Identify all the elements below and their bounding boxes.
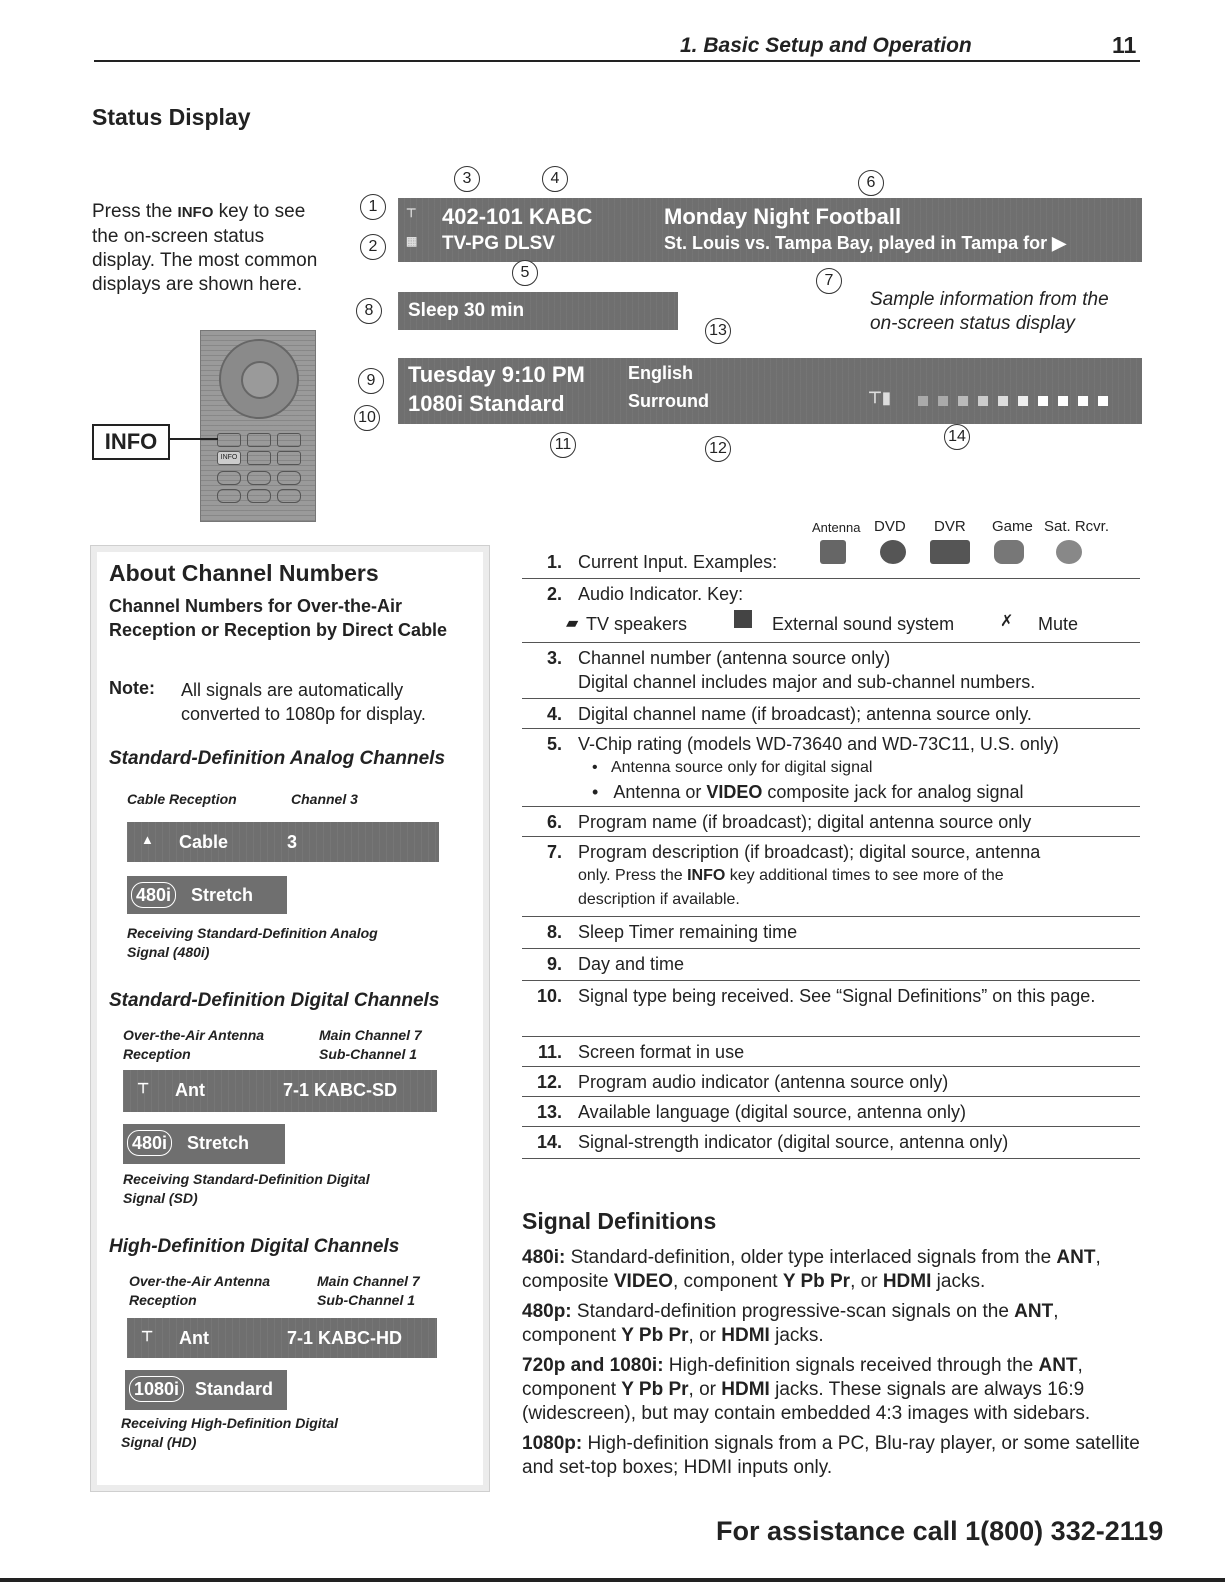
def-text: jacks. These signals are always 16:9 (widescreen), but may contain embedded 4:3 images with sidebars.	[522, 1379, 1091, 1424]
header-rule	[94, 60, 1140, 62]
def-text: , component	[522, 1355, 1083, 1400]
item-number: 6.	[546, 812, 562, 832]
list-item	[522, 1130, 1140, 1159]
osd-rating: TV-PG DLSV	[442, 233, 555, 254]
item-bullet-2: • Antenna or VIDEO composite jack for analog signal	[592, 782, 1024, 802]
item-number: 7.	[546, 842, 562, 862]
def-jack: HDMI	[721, 1379, 770, 1400]
cable-icon: ▲	[141, 832, 154, 847]
callout-9: 9	[358, 368, 384, 394]
intro-before: Press the	[92, 201, 178, 222]
signal-strength-meter	[918, 394, 1118, 408]
signal-def-1080p	[522, 1432, 1142, 1480]
osd-day-time: Tuesday 9:10 PM	[408, 362, 585, 387]
def-text: , component	[673, 1271, 783, 1292]
item-bullet-1: • Antenna source only for digital signal	[592, 759, 873, 776]
sd-digital-heading: Standard-Definition Digital Channels	[109, 990, 440, 1011]
sd-status-bar	[123, 1124, 285, 1164]
about-channel-numbers-box	[90, 545, 490, 1492]
box-title: About Channel Numbers	[109, 560, 379, 586]
remote-button	[247, 489, 271, 503]
list-item	[522, 952, 1140, 981]
list-item	[522, 984, 1140, 1037]
def-key: 480p:	[522, 1301, 572, 1322]
mute-icon: ✗	[1000, 613, 1014, 630]
item-text: Program description (if broadcast); digital source, antenna	[578, 842, 1041, 862]
list-item	[522, 702, 1140, 729]
info-key-leader-line	[168, 438, 218, 440]
item-number: 11.	[537, 1042, 562, 1062]
list-item	[522, 810, 1140, 837]
list-item	[522, 732, 1140, 807]
def-key: 720p and 1080i:	[522, 1355, 664, 1376]
note-label: Note:	[109, 678, 155, 698]
analog-mode: Stretch	[191, 885, 254, 905]
source-dvd-label: DVD	[874, 518, 906, 535]
signal-segment	[1018, 396, 1028, 406]
callout-4: 4	[542, 166, 568, 192]
remote-button	[247, 433, 271, 447]
note-text: All signals are automatically converted to 1080p for display.	[181, 680, 426, 724]
remote-dpad-center	[241, 361, 279, 399]
analog-bar-channel: 3	[287, 832, 298, 852]
item-text: V-Chip rating (models WD-73640 and WD-73C11, U.S. only)	[578, 734, 1059, 754]
source-dvr-label: DVR	[934, 518, 966, 535]
def-text: , or	[688, 1379, 722, 1400]
sd-label-right: Main Channel 7 Sub-Channel 1	[319, 1027, 422, 1062]
antenna-signal-icon: ⊤▮	[868, 390, 891, 407]
def-text: Standard-definition progressive-scan signals on the	[571, 1301, 1015, 1322]
remote-dpad	[219, 339, 299, 419]
source-game-label: Game	[992, 518, 1033, 535]
sd-mode: Stretch	[187, 1133, 250, 1153]
item-number: 12.	[536, 1072, 562, 1092]
mute-label: Mute	[1038, 614, 1079, 634]
callout-10: 10	[354, 405, 380, 431]
analog-label-right: Channel 3	[291, 791, 358, 807]
signal-segment	[1038, 396, 1048, 406]
analog-heading: Standard-Definition Analog Channels	[109, 748, 446, 769]
intro-key: INFO	[177, 204, 214, 221]
list-item	[522, 920, 1140, 949]
def-text: High-definition signals received through the	[663, 1355, 1039, 1376]
signal-def-480i	[522, 1246, 1142, 1294]
def-text: , composite	[522, 1247, 1101, 1292]
remote-control-illustration	[200, 330, 316, 522]
hd-mode: Standard	[195, 1379, 274, 1399]
item-text: Signal-strength indicator (digital source, antenna only)	[578, 1132, 1009, 1152]
signal-segment	[998, 396, 1008, 406]
remote-button	[247, 451, 271, 465]
signal-segment	[1058, 396, 1068, 406]
item-text: Audio Indicator. Key:	[578, 584, 744, 604]
list-item	[522, 646, 1140, 699]
antenna-icon: ⊤	[141, 1328, 154, 1344]
analog-status-bar	[127, 876, 287, 914]
footer-assistance: For assistance call 1(800) 332-2119	[716, 1516, 1164, 1546]
def-text: jacks.	[769, 1325, 824, 1346]
hd-res: 1080i	[129, 1376, 184, 1402]
item-text-part: key additional times to see more of the	[725, 867, 1004, 884]
item-number: 1.	[546, 552, 562, 572]
remote-button	[217, 489, 241, 503]
def-text: High-definition signals from a PC, Blu-ray player, or some satellite and set-top boxes; HDMI inputs only.	[522, 1433, 1140, 1478]
osd-audio: Surround	[628, 391, 709, 411]
signal-definitions-title: Signal Definitions	[522, 1208, 717, 1234]
item-text: Program audio indicator (antenna source only)	[578, 1072, 949, 1092]
callout-12: 12	[705, 436, 731, 462]
tv-speakers-label: TV speakers	[586, 614, 688, 634]
item-number: 4.	[546, 704, 562, 724]
external-sound-label: External sound system	[772, 614, 955, 634]
sd-bar	[123, 1070, 437, 1112]
item-text: Digital channel name (if broadcast); antenna source only.	[578, 704, 1032, 724]
item-text-part: only. Press the	[578, 867, 688, 884]
callout-5: 5	[512, 260, 538, 286]
item-text-2: Digital channel includes major and sub-channel numbers.	[578, 672, 1036, 692]
def-text: , or	[850, 1271, 883, 1292]
tv-speakers-icon: ▰	[566, 615, 579, 632]
def-jack: ANT	[1014, 1301, 1054, 1322]
hd-bar-source: Ant	[179, 1328, 209, 1348]
remote-button	[277, 433, 301, 447]
bullet-text: Antenna or	[613, 782, 707, 802]
def-text: , component	[522, 1301, 1059, 1346]
source-satrcvr-label: Sat. Rcvr.	[1044, 518, 1110, 535]
list-item	[522, 1040, 1140, 1067]
item-number: 8.	[546, 922, 562, 942]
analog-label-left: Cable Reception	[127, 791, 237, 807]
sd-bar-channel: 7-1 KABC-SD	[283, 1080, 398, 1100]
callout-1: 1	[360, 194, 386, 220]
section-title: Status Display	[92, 104, 251, 130]
sd-res: 480i	[127, 1130, 172, 1156]
osd-program: Monday Night Football	[664, 204, 902, 229]
signal-segment	[958, 396, 968, 406]
osd-bottom-banner	[398, 358, 1142, 424]
osd-description: St. Louis vs. Tampa Bay, played in Tampa for ▶	[664, 233, 1066, 253]
item-number: 9.	[546, 954, 562, 974]
hd-bar	[127, 1318, 437, 1358]
hd-label-left: Over-the-Air Antenna Reception	[129, 1273, 271, 1308]
item-text-3: description if available.	[578, 891, 740, 908]
item-number: 13.	[536, 1102, 562, 1122]
callout-14: 14	[944, 424, 970, 450]
def-jack: Y Pb Pr	[782, 1271, 851, 1292]
item-number: 2.	[546, 584, 562, 604]
analog-caption: Receiving Standard-Definition Analog Signal (480i)	[127, 925, 378, 960]
signal-segment	[1098, 396, 1108, 406]
bullet-text: Antenna source only for digital signal	[610, 759, 873, 776]
sd-label-left: Over-the-Air Antenna Reception	[123, 1027, 265, 1062]
remote-button	[217, 471, 241, 485]
def-jack: HDMI	[882, 1271, 932, 1292]
remote-button	[247, 471, 271, 485]
list-item	[522, 1070, 1140, 1097]
external-sound-icon	[734, 610, 752, 628]
analog-bar	[127, 822, 439, 862]
hd-bar-channel: 7-1 KABC-HD	[287, 1328, 403, 1348]
item-text: Channel number (antenna source only)	[578, 648, 891, 668]
item-text: Available language (digital source, antenna only)	[578, 1102, 966, 1122]
def-text: jacks.	[931, 1271, 986, 1292]
item-number: 14.	[536, 1132, 562, 1152]
speaker-icon: ▦	[406, 234, 418, 248]
remote-info-button: INFO	[217, 451, 241, 465]
osd-top-banner	[398, 198, 1142, 262]
bullet-text: composite jack for analog signal	[762, 782, 1024, 802]
signal-segment	[918, 396, 928, 406]
bottom-rule	[0, 1578, 1225, 1582]
remote-button	[277, 451, 301, 465]
callout-11: 11	[550, 432, 576, 458]
item-text: Sleep Timer remaining time	[578, 922, 798, 942]
analog-bar-source: Cable	[179, 832, 229, 852]
def-key: 480i:	[522, 1247, 566, 1268]
callout-2: 2	[360, 234, 386, 260]
analog-res: 480i	[131, 882, 176, 908]
hd-label-right: Main Channel 7 Sub-Channel 1	[317, 1273, 420, 1308]
item-text: Program name (if broadcast); digital antenna source only	[578, 812, 1032, 832]
remote-button	[277, 471, 301, 485]
item-text: Day and time	[578, 954, 685, 974]
callout-7: 7	[816, 268, 842, 294]
page-header-title: 1. Basic Setup and Operation	[680, 34, 972, 57]
def-jack: HDMI	[721, 1325, 770, 1346]
signal-def-480p	[522, 1300, 1142, 1348]
box-subtitle: Channel Numbers for Over-the-Air Reception or Reception by Direct Cable	[109, 596, 448, 640]
def-text: , or	[688, 1325, 722, 1346]
item-text: Signal type being received. See “Signal Definitions” on this page.	[578, 986, 1096, 1006]
signal-segment	[978, 396, 988, 406]
osd-sleep-bar	[398, 292, 678, 330]
bullet-key: VIDEO	[706, 782, 763, 802]
signal-segment	[938, 396, 948, 406]
def-jack: ANT	[1056, 1247, 1096, 1268]
remote-button	[217, 433, 241, 447]
item-number: 5.	[546, 734, 562, 754]
remote-button	[277, 489, 301, 503]
intro-after: key to see the on-screen status display. The most common displays are shown here.	[92, 201, 318, 295]
def-jack: ANT	[1038, 1355, 1078, 1376]
osd-channel: 402-101 KABC	[442, 204, 593, 229]
signal-segment	[1078, 396, 1088, 406]
hd-digital-heading: High-Definition Digital Channels	[109, 1236, 400, 1257]
def-text: Standard-definition, older type interlaced signals from the	[565, 1247, 1057, 1268]
def-key: 1080p:	[522, 1433, 583, 1454]
osd-language: English	[628, 363, 694, 383]
item-number: 10.	[536, 986, 562, 1006]
item-number: 3.	[546, 648, 562, 668]
list-item	[522, 550, 1140, 579]
antenna-icon: ⊤	[406, 206, 417, 220]
item-text-2	[578, 864, 1138, 888]
callout-8: 8	[356, 298, 382, 324]
intro-text	[92, 200, 322, 297]
item-text: Current Input. Examples:	[578, 552, 778, 572]
osd-sleep: Sleep 30 min	[408, 300, 525, 321]
item-key: INFO	[687, 867, 726, 884]
item-text: Screen format in use	[578, 1042, 745, 1062]
source-antenna-label: Antenna	[812, 520, 861, 535]
info-key-label: INFO	[92, 424, 170, 460]
list-item	[522, 1100, 1140, 1127]
callout-3: 3	[454, 166, 480, 192]
signal-def-720p-1080i	[522, 1354, 1142, 1426]
page-number: 11	[1112, 32, 1137, 58]
sd-caption: Receiving Standard-Definition Digital Signal (SD)	[123, 1171, 370, 1206]
callout-13: 13	[705, 318, 731, 344]
def-jack: Y Pb Pr	[621, 1379, 689, 1400]
antenna-icon: ⊤	[137, 1080, 150, 1096]
hd-status-bar	[125, 1370, 287, 1410]
hd-caption: Receiving High-Definition Digital Signal (HD)	[121, 1415, 339, 1450]
sd-bar-source: Ant	[175, 1080, 205, 1100]
def-jack: VIDEO	[613, 1271, 673, 1292]
list-item	[522, 582, 1140, 643]
osd-signal: 1080i Standard	[408, 391, 565, 416]
def-jack: Y Pb Pr	[621, 1325, 689, 1346]
list-item	[522, 840, 1140, 917]
callout-6: 6	[858, 170, 884, 196]
sample-caption: Sample information from the on-screen status display	[870, 289, 1109, 334]
